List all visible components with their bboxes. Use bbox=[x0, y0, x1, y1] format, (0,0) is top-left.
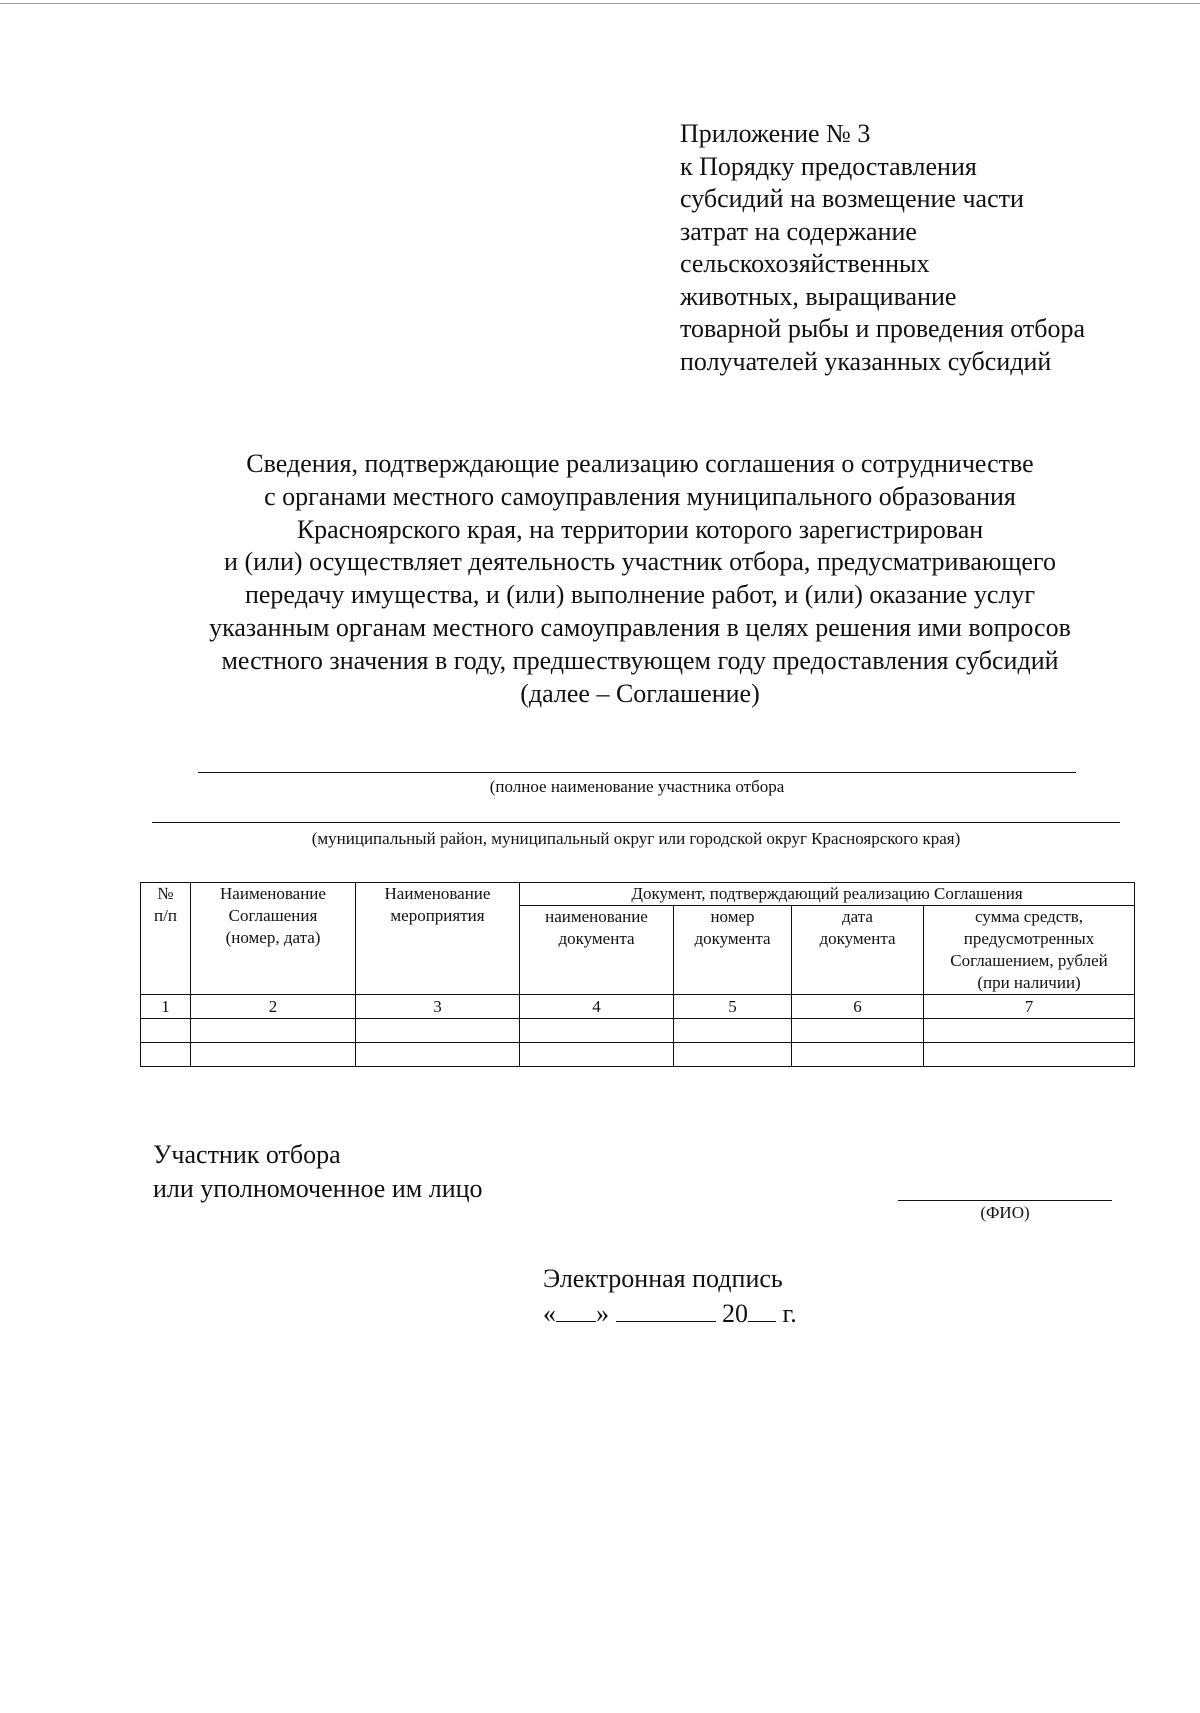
table-cell[interactable] bbox=[520, 1043, 674, 1067]
title-line: передачу имущества, и (или) выполнение работ, и (или) оказание услуг bbox=[244, 580, 1036, 610]
table-cell[interactable] bbox=[924, 1019, 1135, 1043]
participant-name-caption: (полное наименование участника отбора bbox=[489, 777, 785, 796]
appendix-line: субсидий на возмещение части bbox=[680, 184, 1024, 213]
header-text: документа bbox=[558, 929, 635, 948]
month-blank[interactable] bbox=[616, 1295, 716, 1322]
table-cell[interactable] bbox=[356, 1043, 520, 1067]
appendix-line: животных, выращивание bbox=[680, 281, 957, 311]
table-cell[interactable] bbox=[356, 1019, 520, 1043]
column-number-cell: 6 bbox=[792, 995, 924, 1019]
date-close-quote: » bbox=[596, 1299, 609, 1328]
header-text: предусмотренных bbox=[963, 929, 1095, 948]
territory-field-line[interactable] bbox=[152, 822, 1120, 823]
signer-line: Участник отбора bbox=[153, 1140, 341, 1169]
column-number-cell: 4 bbox=[520, 995, 674, 1019]
table-header-row bbox=[141, 883, 1135, 906]
appendix-line: товарной рыбы и проведения отбора bbox=[680, 314, 1085, 343]
header-text: наименование bbox=[545, 907, 648, 926]
header-text: дата bbox=[842, 907, 873, 926]
header-text: мероприятия bbox=[390, 906, 485, 925]
header-text: п/п bbox=[154, 906, 177, 925]
header-text: сумма средств, bbox=[974, 907, 1084, 926]
table-cell[interactable] bbox=[792, 1019, 924, 1043]
appendix-line: к Порядку предоставления bbox=[680, 151, 977, 181]
column-number-cell: 3 bbox=[356, 995, 520, 1019]
title-line: с органами местного самоуправления муниципального образования bbox=[264, 481, 1016, 511]
title-line: и (или) осуществляет деятельность участник отбора, предусматривающего bbox=[224, 547, 1056, 577]
electronic-signature-label: Электронная подпись bbox=[543, 1264, 783, 1293]
header-text: Соглашения bbox=[228, 906, 318, 925]
title-line: местного значения в году, предшествующем году предоставления субсидий bbox=[221, 645, 1059, 675]
territory-caption: (муниципальный район, муниципальный округ или городской округ Красноярского края) bbox=[311, 829, 961, 848]
date-open-quote: « bbox=[543, 1299, 556, 1328]
header-cell-document-number bbox=[674, 906, 792, 995]
table-cell[interactable] bbox=[191, 1019, 356, 1043]
column-number-cell: 2 bbox=[191, 995, 356, 1019]
table-cell[interactable] bbox=[141, 1019, 191, 1043]
header-text: номер bbox=[710, 907, 755, 926]
title-line: указанным органам местного самоуправления в целях решения ими вопросов bbox=[209, 612, 1071, 642]
header-cell-number bbox=[141, 883, 191, 995]
year-blank[interactable] bbox=[748, 1295, 776, 1322]
header-cell-activity bbox=[356, 883, 520, 995]
header-text: (при наличии) bbox=[977, 973, 1081, 992]
table-row bbox=[141, 1043, 1135, 1067]
header-cell-document-date bbox=[792, 906, 924, 995]
year-prefix: 20 bbox=[722, 1299, 748, 1328]
table-cell[interactable] bbox=[520, 1019, 674, 1043]
table-cell[interactable] bbox=[674, 1043, 792, 1067]
fio-field-line[interactable] bbox=[898, 1200, 1112, 1201]
header-cell-amount bbox=[924, 906, 1135, 995]
column-number-cell: 7 bbox=[924, 995, 1135, 1019]
document-title bbox=[80, 448, 1200, 710]
title-line: Сведения, подтверждающие реализацию соглашения о сотрудничестве bbox=[246, 449, 1034, 478]
day-blank[interactable] bbox=[556, 1295, 596, 1322]
table-cell[interactable] bbox=[792, 1043, 924, 1067]
title-line: (далее – Соглашение) bbox=[520, 678, 760, 708]
year-suffix: г. bbox=[782, 1299, 797, 1328]
table-cell[interactable] bbox=[141, 1043, 191, 1067]
appendix-line: получателей указанных субсидий bbox=[680, 346, 1052, 376]
table-cell[interactable] bbox=[674, 1019, 792, 1043]
header-cell-document-name bbox=[520, 906, 674, 995]
table-cell[interactable] bbox=[924, 1043, 1135, 1067]
header-text: № bbox=[157, 884, 174, 903]
appendix-line: затрат на содержание bbox=[680, 216, 917, 246]
header-text: документа bbox=[694, 929, 771, 948]
header-text: (номер, дата) bbox=[225, 928, 321, 947]
scan-top-edge bbox=[0, 3, 1200, 4]
header-text: Наименование bbox=[384, 884, 491, 903]
table-column-number-row bbox=[141, 995, 1135, 1019]
title-line: Красноярского края, на территории которого зарегистрирован bbox=[296, 514, 984, 544]
fio-caption: (ФИО) bbox=[980, 1203, 1030, 1222]
participant-name-field-line[interactable] bbox=[198, 772, 1076, 773]
table-cell[interactable] bbox=[191, 1043, 356, 1067]
signer-line: или уполномоченное им лицо bbox=[153, 1174, 483, 1203]
column-number-cell: 1 bbox=[141, 995, 191, 1019]
header-cell-agreement bbox=[191, 883, 356, 995]
header-cell-document-group: Документ, подтверждающий реализацию Соглашения bbox=[520, 883, 1135, 906]
appendix-line: сельскохозяйственных bbox=[680, 249, 930, 278]
date-field bbox=[543, 1295, 797, 1330]
table-row bbox=[141, 1019, 1135, 1043]
appendix-line: Приложение № 3 bbox=[680, 119, 871, 148]
agreement-table bbox=[140, 882, 1135, 1067]
header-text: документа bbox=[819, 929, 896, 948]
signer-block bbox=[153, 1138, 483, 1206]
header-text: Наименование bbox=[220, 884, 326, 903]
appendix-reference bbox=[680, 118, 1180, 378]
header-text: Соглашением, рублей bbox=[950, 951, 1108, 970]
column-number-cell: 5 bbox=[674, 995, 792, 1019]
